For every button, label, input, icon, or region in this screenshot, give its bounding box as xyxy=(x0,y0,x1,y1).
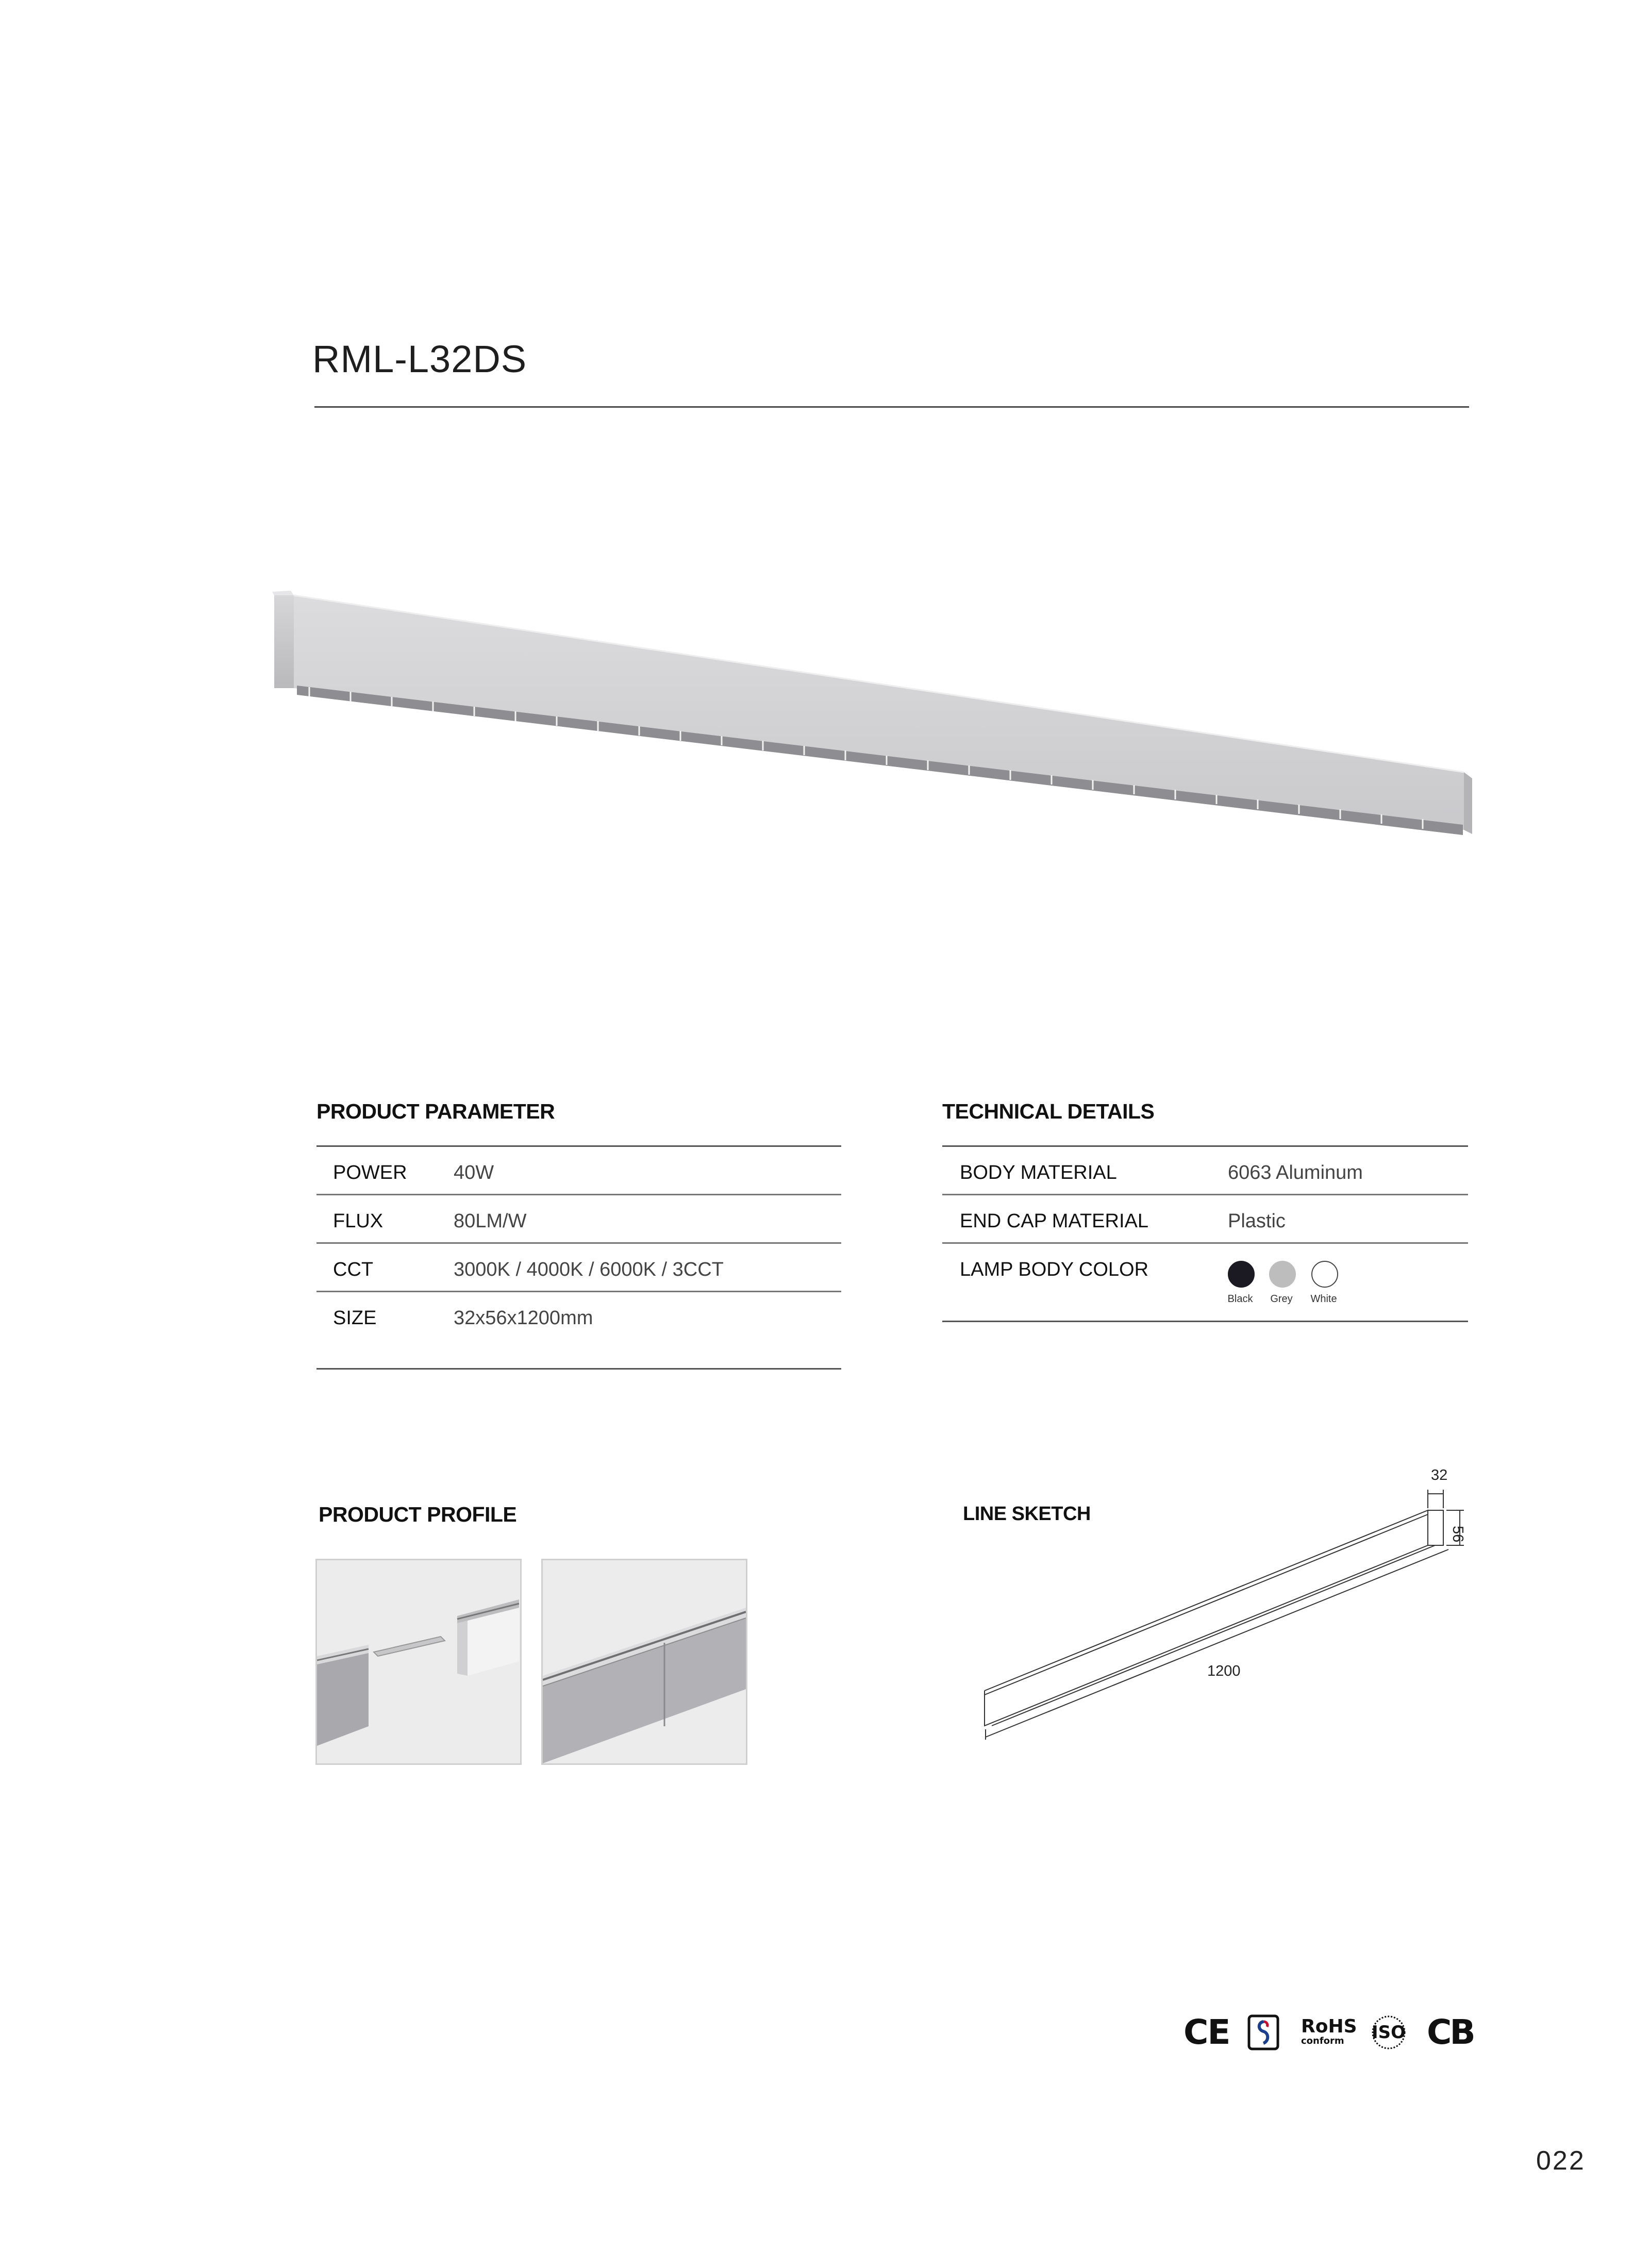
technical-label: END CAP MATERIAL xyxy=(960,1210,1149,1232)
parameter-value: 80LM/W xyxy=(454,1210,527,1232)
technical-label: LAMP BODY COLOR xyxy=(960,1259,1149,1280)
color-swatch-grey xyxy=(1269,1261,1296,1288)
parameter-row-power xyxy=(316,1145,841,1194)
sketch-length-label: 1200 xyxy=(1207,1663,1241,1679)
rohs-icon: RoHS conform xyxy=(1301,2016,1357,2046)
cb-icon: CB xyxy=(1427,2012,1474,2052)
sketch-width-label: 32 xyxy=(1431,1467,1448,1483)
technical-row-end-cap xyxy=(942,1194,1468,1242)
color-swatch-label: White xyxy=(1310,1293,1337,1305)
profile-image-connector xyxy=(315,1559,522,1765)
color-swatch-white xyxy=(1311,1261,1338,1288)
line-sketch-heading: LINE SKETCH xyxy=(963,1503,1091,1525)
parameter-row-cct xyxy=(316,1242,841,1291)
ce-mark-icon: CE xyxy=(1184,2012,1230,2052)
page-number: 022 xyxy=(1536,2146,1586,2176)
line-sketch-drawing xyxy=(974,1459,1490,1747)
product-profile-heading: PRODUCT PROFILE xyxy=(319,1503,517,1526)
sketch-height-label: 56 xyxy=(1449,1526,1466,1543)
technical-row-body-color xyxy=(942,1242,1468,1321)
parameter-label: SIZE xyxy=(333,1307,377,1329)
parameter-row-flux xyxy=(316,1194,841,1242)
product-lamp-image xyxy=(268,582,1495,861)
safety-mark-icon xyxy=(1247,2014,1279,2050)
parameter-value: 32x56x1200mm xyxy=(454,1307,593,1329)
parameter-row-size xyxy=(316,1291,841,1339)
product-parameter-heading: PRODUCT PARAMETER xyxy=(316,1099,555,1123)
color-swatch-label: Black xyxy=(1227,1293,1253,1305)
parameter-value: 3000K / 4000K / 6000K / 3CCT xyxy=(454,1259,724,1280)
parameter-label: FLUX xyxy=(333,1210,384,1232)
technical-details-heading: TECHNICAL DETAILS xyxy=(942,1099,1155,1123)
title-divider xyxy=(314,406,1469,408)
parameter-label: POWER xyxy=(333,1162,407,1183)
technical-value: Plastic xyxy=(1228,1210,1286,1232)
parameter-bottom-rule xyxy=(316,1368,841,1370)
profile-image-joined xyxy=(541,1559,747,1765)
parameter-label: CCT xyxy=(333,1259,374,1280)
technical-row-body-material xyxy=(942,1145,1468,1194)
technical-bottom-rule xyxy=(942,1321,1468,1322)
color-swatch-label: Grey xyxy=(1270,1293,1293,1305)
color-swatch-black xyxy=(1228,1261,1255,1288)
iso-icon: ISO xyxy=(1368,2014,1409,2050)
product-model-title: RML-L32DS xyxy=(312,338,527,380)
technical-label: BODY MATERIAL xyxy=(960,1162,1117,1183)
parameter-value: 40W xyxy=(454,1162,494,1183)
technical-value: 6063 Aluminum xyxy=(1228,1162,1363,1183)
